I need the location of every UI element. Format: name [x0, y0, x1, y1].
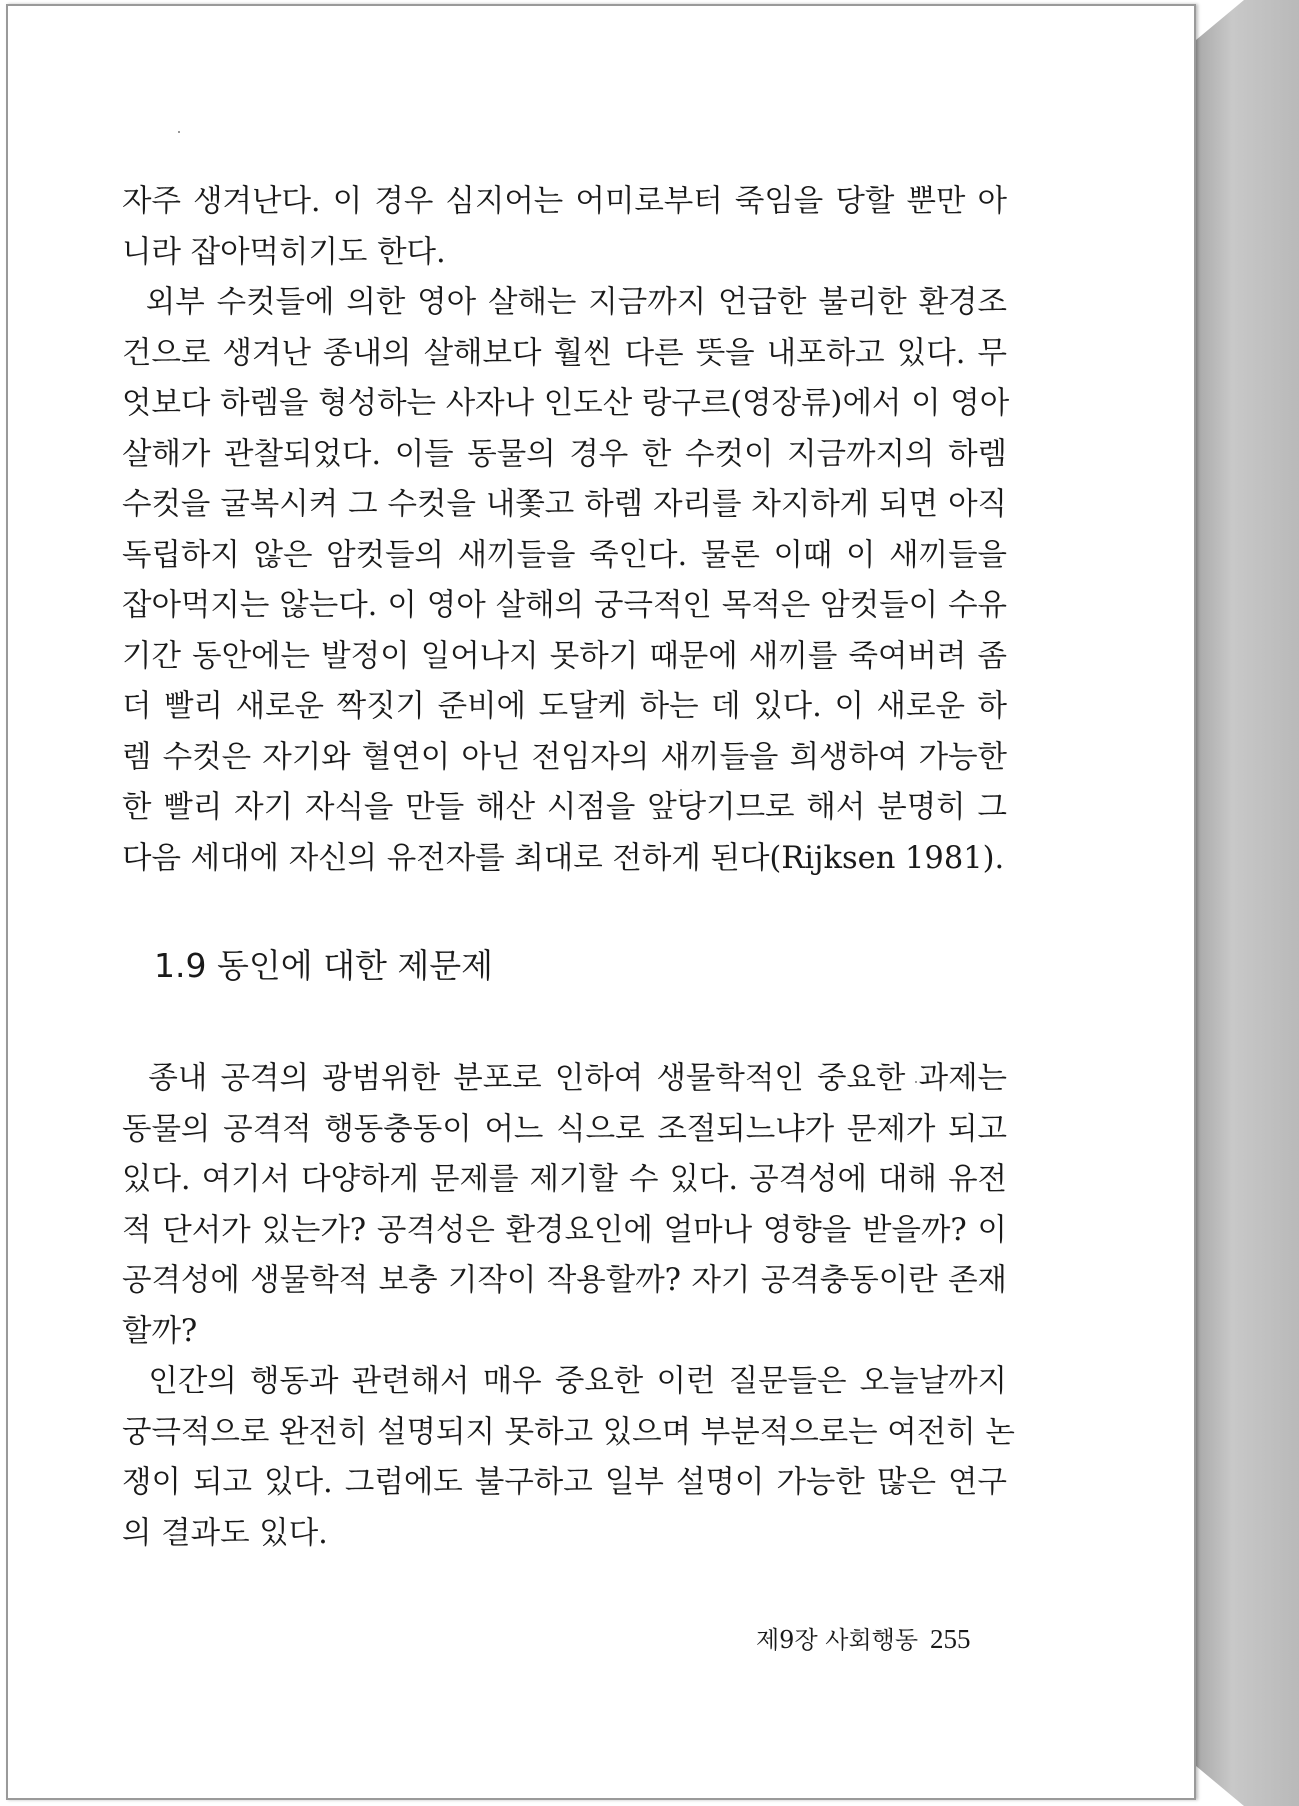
- body-text-top: [122, 177, 1010, 884]
- page-edge-top-corner: [1196, 0, 1244, 40]
- text-line: 건으로 생겨난 종내의 살해보다 훨씬 다른 뜻을 내포하고 있다. 무: [122, 335, 1007, 371]
- text-line: 동물의 공격적 행동충동이 어느 식으로 조절되느냐가 문제가 되고: [122, 1111, 1007, 1147]
- text-line: 렘 수컷은 자기와 혈연이 아닌 전임자의 새끼들을 희생하여 가능한: [122, 739, 1007, 775]
- text-line: 적 단서가 있는가? 공격성은 환경요인에 얼마나 영향을 받을까? 이: [122, 1212, 1007, 1248]
- text-line: 할까?: [122, 1313, 198, 1349]
- text-line: 있다. 여기서 다양하게 문제를 제기할 수 있다. 공격성에 대해 유전: [122, 1162, 1007, 1197]
- section-heading: 1.9 동인에 대한 제문제: [154, 946, 493, 985]
- body-text-bottom: [122, 1054, 1015, 1559]
- text-line: 쟁이 되고 있다. 그럼에도 불구하고 일부 설명이 가능한 많은 연구: [122, 1465, 1007, 1500]
- scan-speck: [178, 131, 180, 133]
- text-line: 엇보다 하렘을 형성하는 사자나 인도산 랑구르(영장류)에서 이 영아: [122, 386, 1010, 421]
- text-line: 인간의 행동과 관련해서 매우 중요한 이런 질문들은 오늘날까지: [122, 1364, 1007, 1399]
- page-edge-bottom-corner: [1196, 1766, 1244, 1806]
- page-footer: [756, 1620, 971, 1655]
- text-line: 공격성에 생물학적 보충 기작이 작용할까? 자기 공격충동이란 존재: [122, 1263, 1007, 1298]
- text-line: 독립하지 않은 암컷들의 새끼들을 죽인다. 물론 이때 이 새끼들을: [122, 537, 1007, 573]
- text-line: 자주 생겨난다. 이 경우 심지어는 어미로부터 죽임을 당할 뿐만 아: [122, 184, 1007, 219]
- text-line: 종내 공격의 광범위한 분포로 인하여 생물학적인 중요한 과제는: [122, 1061, 1007, 1096]
- text-line: 잡아먹지는 않는다. 이 영아 살해의 궁극적인 목적은 암컷들이 수유: [122, 588, 1007, 623]
- text-line: 니라 잡아먹히기도 한다.: [122, 234, 446, 270]
- page-block-edge: [1196, 0, 1299, 1806]
- text-line: 살해가 관찰되었다. 이들 동물의 경우 한 수컷이 지금까지의 하렘: [122, 436, 1007, 472]
- text-line: 기간 동안에는 발정이 일어나지 못하기 때문에 새끼를 죽여버려 좀: [122, 638, 1007, 674]
- text-line: 외부 수컷들에 의한 영아 살해는 지금까지 언급한 불리한 환경조: [122, 285, 1007, 320]
- text-line: 수컷을 굴복시켜 그 수컷을 내쫓고 하렘 자리를 차지하게 되면 아직: [122, 487, 1007, 522]
- text-line: 한 빨리 자기 자식을 만들 해산 시점을 앞당기므로 해서 분명히 그: [122, 790, 1007, 825]
- chapter-running-head: 제9장 사회행동: [756, 1626, 919, 1654]
- page-number: 255: [930, 1624, 971, 1654]
- text-line: 의 결과도 있다.: [122, 1515, 328, 1551]
- text-line: 다음 세대에 자신의 유전자를 최대로 전하게 된다(Rijksen 1981).: [122, 840, 1005, 876]
- text-line: 궁극적으로 완전히 설명되지 못하고 있으며 부분적으로는 여전히 논: [122, 1414, 1015, 1450]
- text-line: 더 빨리 새로운 짝짓기 준비에 도달케 하는 데 있다. 이 새로운 하: [122, 689, 1007, 724]
